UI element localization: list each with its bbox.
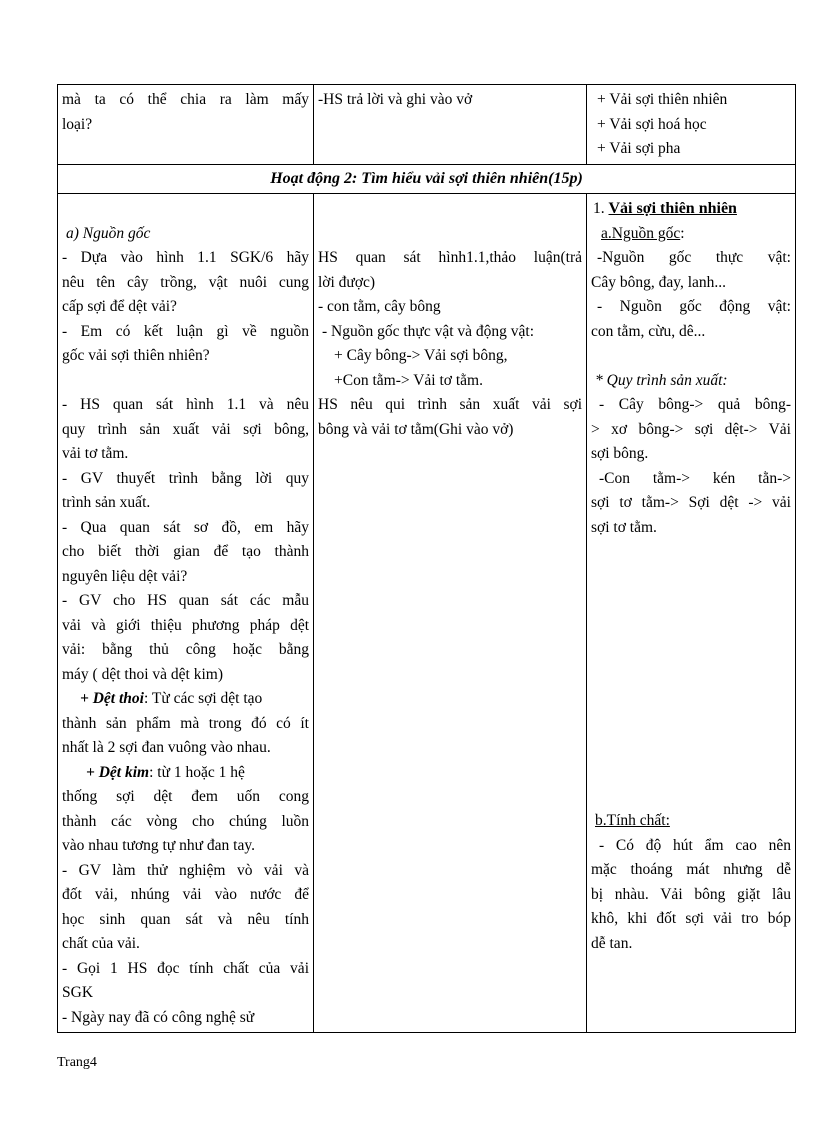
left-line: thống sợi dệt đem uốn cong bbox=[62, 788, 309, 805]
det-thoi-text: : Từ các sợi dệt tạo bbox=[143, 690, 263, 707]
row1-middle-cell bbox=[314, 85, 587, 165]
middle-line: + Cây bông-> Vải sợi bông, bbox=[334, 347, 508, 364]
left-line: - HS quan sát hình 1.1 và nêu bbox=[62, 396, 309, 413]
row1-right-cell bbox=[587, 85, 796, 165]
origin-heading bbox=[591, 222, 791, 247]
left-line: trình sản xuất. bbox=[62, 494, 151, 511]
row1-left-cell bbox=[58, 85, 314, 165]
fabric-type-chemical: + Vải sợi hoá học bbox=[597, 115, 707, 133]
right-line: mặc thoáng mát nhưng dễ bbox=[591, 861, 791, 878]
left-line: nêu tên cây trồng, vật nuôi cung bbox=[62, 273, 309, 291]
left-line: học sinh quan sát và nêu tính bbox=[62, 910, 309, 928]
right-line: Cây bông, đay, lanh... bbox=[591, 273, 727, 291]
section-heading bbox=[591, 197, 791, 222]
right-line: sợi bông. bbox=[591, 445, 649, 462]
left-line: - Qua quan sát sơ đồ, em hãy bbox=[62, 518, 309, 536]
right-line: - Cây bông-> quả bông- bbox=[599, 396, 791, 413]
right-line: sợi tơ tằm. bbox=[591, 518, 657, 536]
left-line: quy trình sản xuất vải sợi bông, bbox=[62, 420, 309, 438]
middle-line: HS nêu qui trình sản xuất vải sợi bbox=[318, 396, 582, 413]
left-line: vải: bằng thủ công hoặc bằng bbox=[62, 641, 309, 658]
middle-line: +Con tằm-> Vải tơ tằm. bbox=[334, 371, 483, 389]
right-line: sợi tơ tằm-> Sợi dệt -> vải bbox=[591, 494, 791, 511]
row1-middle-text: -HS trả lời và ghi vào vở bbox=[318, 91, 473, 108]
section-number: 1. bbox=[593, 200, 605, 217]
left-line: vào nhau tương tự như đan tay. bbox=[62, 837, 255, 854]
left-line: đốt vải, nhúng vải vào nước để bbox=[62, 886, 309, 903]
left-line: - GV làm thử nghiệm vò vải và bbox=[62, 861, 309, 879]
process-title: * Quy trình sản xuất: bbox=[595, 371, 728, 389]
left-line: - GV cho HS quan sát các mẫu bbox=[62, 592, 309, 609]
activity-header: Hoạt động 2: Tìm hiểu vải sợi thiên nhiên(15p) bbox=[58, 164, 796, 194]
left-line: thành sản phẩm mà trong đó có ít bbox=[62, 714, 309, 732]
left-line: vải tơ tằm. bbox=[62, 445, 129, 462]
origin-subtitle: a) Nguồn gốc bbox=[66, 224, 151, 242]
det-kim-line bbox=[62, 761, 309, 786]
fabric-type-natural: + Vải sợi thiên nhiên bbox=[597, 91, 728, 108]
left-line: cho biết thời gian để tạo thành bbox=[62, 543, 309, 560]
left-line: nhất là 2 sợi đan vuông vào nhau. bbox=[62, 739, 271, 756]
activity-header-row bbox=[58, 164, 796, 194]
row1-left-line: loại? bbox=[62, 115, 93, 133]
middle-line: - Nguồn gốc thực vật và động vật: bbox=[322, 322, 535, 340]
row1-left-line: mà ta có thể chia ra làm mấy bbox=[62, 91, 309, 108]
teacher-activity-cell bbox=[58, 194, 314, 1033]
property-heading: b.Tính chất: bbox=[595, 812, 670, 829]
table-row bbox=[58, 194, 796, 1033]
table-row bbox=[58, 85, 796, 165]
right-line: bị nhàu. Vải bông giặt lâu bbox=[591, 885, 791, 903]
right-line: dễ tan. bbox=[591, 934, 633, 952]
fabric-type-blend: + Vải sợi pha bbox=[597, 140, 681, 157]
lesson-table bbox=[57, 84, 796, 1033]
det-kim-label: + Dệt kim bbox=[86, 763, 150, 781]
left-line: vải và giới thiệu phương pháp dệt bbox=[62, 616, 309, 634]
left-line: - Dựa vào hình 1.1 SGK/6 hãy bbox=[62, 249, 309, 266]
right-line: -Nguồn gốc thực vật: bbox=[597, 249, 791, 266]
origin-colon: : bbox=[680, 224, 685, 242]
left-line: - Ngày nay đã có công nghệ sử bbox=[62, 1008, 255, 1026]
right-line: - Nguồn gốc động vật: bbox=[597, 298, 791, 315]
left-line: chất của vải. bbox=[62, 935, 140, 952]
det-kim-text: : từ 1 hoặc 1 hệ bbox=[149, 763, 245, 781]
right-line: > xơ bông-> sợi dệt-> Vải bbox=[591, 420, 791, 438]
middle-line: bông và vải tơ tằm(Ghi vào vở) bbox=[318, 420, 514, 438]
left-line: - Gọi 1 HS đọc tính chất của vải bbox=[62, 959, 309, 977]
det-thoi-label: + Dệt thoi bbox=[80, 690, 144, 707]
right-line: con tằm, cừu, dê... bbox=[591, 322, 706, 340]
left-line: thành các vòng cho chúng luồn bbox=[62, 812, 309, 830]
middle-line: - con tằm, cây bông bbox=[318, 298, 441, 315]
left-line: cấp sợi để dệt vải? bbox=[62, 298, 177, 315]
origin-label: a.Nguồn gốc bbox=[601, 224, 681, 242]
left-line: máy ( dệt thoi và dệt kim) bbox=[62, 665, 223, 683]
right-line: -Con tằm-> kén tằn-> bbox=[599, 469, 791, 487]
middle-line: lời được) bbox=[318, 273, 376, 291]
left-line: - Em có kết luận gì về nguồn bbox=[62, 322, 309, 340]
right-line: khô, khi đốt sợi vải tro bóp bbox=[591, 910, 791, 927]
left-line: gốc vải sợi thiên nhiên? bbox=[62, 347, 210, 364]
page-number: Trang4 bbox=[57, 1055, 97, 1070]
left-line: nguyên liệu dệt vải? bbox=[62, 567, 188, 585]
lesson-plan-sheet bbox=[57, 84, 795, 1033]
student-activity-cell bbox=[314, 194, 587, 1033]
notes-cell bbox=[587, 194, 796, 1033]
right-line: - Có độ hút ẩm cao nên bbox=[599, 836, 791, 854]
middle-line: HS quan sát hình1.1,thảo luận(trả bbox=[318, 249, 582, 266]
left-line: SGK bbox=[62, 984, 94, 1001]
section-title: Vải sợi thiên nhiên bbox=[608, 200, 737, 217]
det-thoi-line bbox=[62, 687, 309, 712]
left-line: - GV thuyết trình bằng lời quy bbox=[62, 469, 309, 487]
